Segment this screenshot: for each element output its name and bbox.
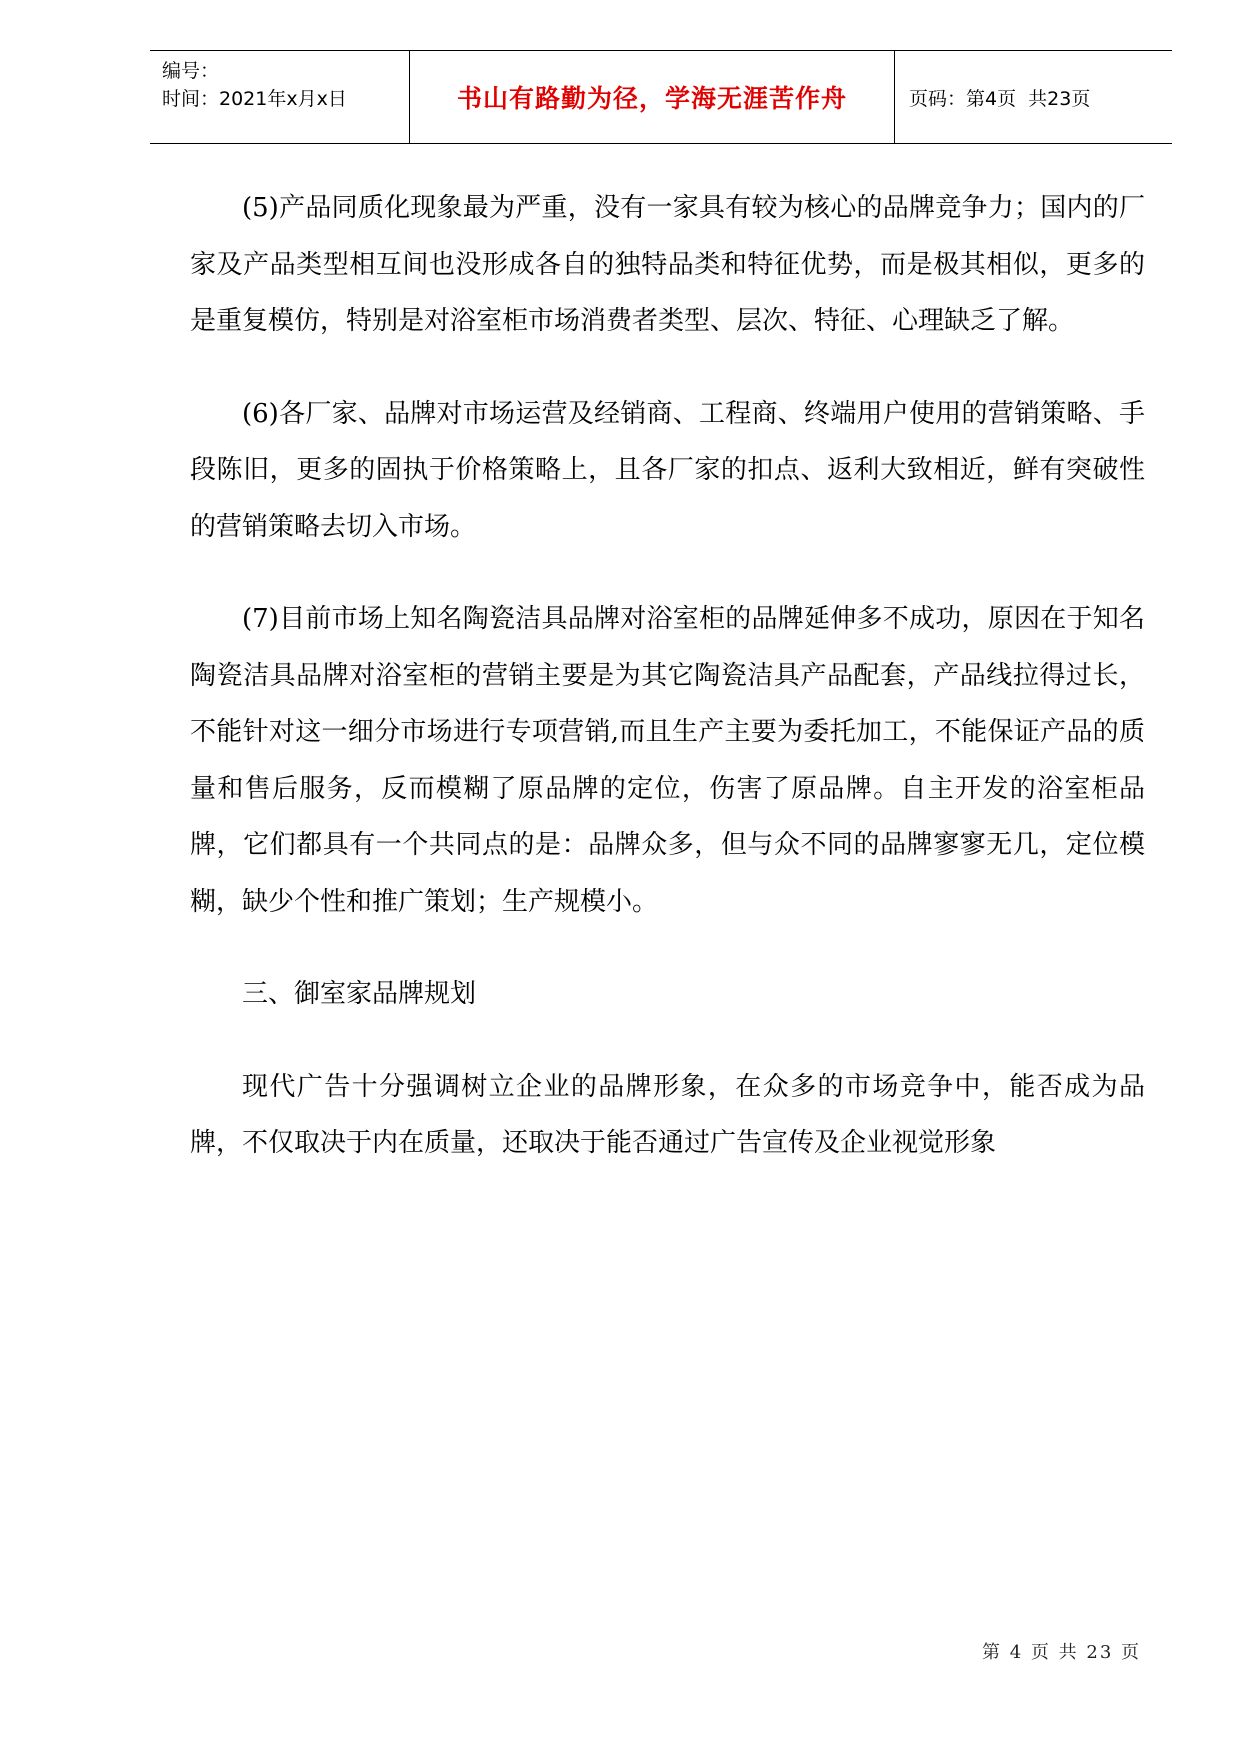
footer-page-number: 第 4 页 共 23 页: [982, 1642, 1141, 1663]
motto-text: 书山有路勤为径，学海无涯苦作舟: [456, 84, 847, 113]
page-header: [150, 50, 1172, 144]
document-time-label: 时间：2021年x月x日: [162, 88, 347, 110]
paragraph-branding: 现代广告十分强调树立企业的品牌形象，在众多的市场竞争中，能否成为品牌，不仅取决于内在质量，还取决于能否通过广告宣传及企业视觉形象: [190, 1071, 1145, 1158]
paragraph-item-5: (5)产品同质化现象最为严重，没有一家具有较为核心的品牌竞争力；国内的厂家及产品类型相互间也没形成各自的独特品类和特征优势，而是极其相似，更多的是重复模仿，特别是对浴室柜市场消费者类型、层次、特征、心理缺乏了解。: [190, 193, 1145, 336]
document-body: [190, 180, 1145, 1208]
page-footer: [967, 1617, 1141, 1664]
paragraph-item-6: (6)各厂家、品牌对市场运营及经销商、工程商、终端用户使用的营销策略、手段陈旧，更多的固执于价格策略上，且各厂家的扣点、返利大致相近，鲜有突破性的营销策略去切入市场。: [190, 398, 1145, 542]
header-page-info: [895, 51, 1172, 143]
document-number-label: 编号：: [162, 60, 220, 82]
header-motto: [410, 51, 895, 143]
section-heading: 三、御室家品牌规划: [242, 979, 477, 1009]
header-meta: [150, 51, 410, 143]
page-info-text: 页码：第4页 共23页: [909, 87, 1091, 110]
paragraph-item-7: (7)目前市场上知名陶瓷洁具品牌对浴室柜的品牌延伸多不成功，原因在于知名陶瓷洁具品牌对浴室柜的营销主要是为其它陶瓷洁具产品配套，产品线拉得过长，不能针对这一细分市场进行专项营销,而且生产主要为委托加工，不能保证产品的质量和售后服务，反而模糊了原品牌的定位，伤害了原品牌。自主开发的浴室柜品牌，它们都具有一个共同点的是：品牌众多，但与众不同的品牌寥寥无几，定位模糊，缺少个性和推广策划；生产规模小。: [190, 604, 1145, 917]
